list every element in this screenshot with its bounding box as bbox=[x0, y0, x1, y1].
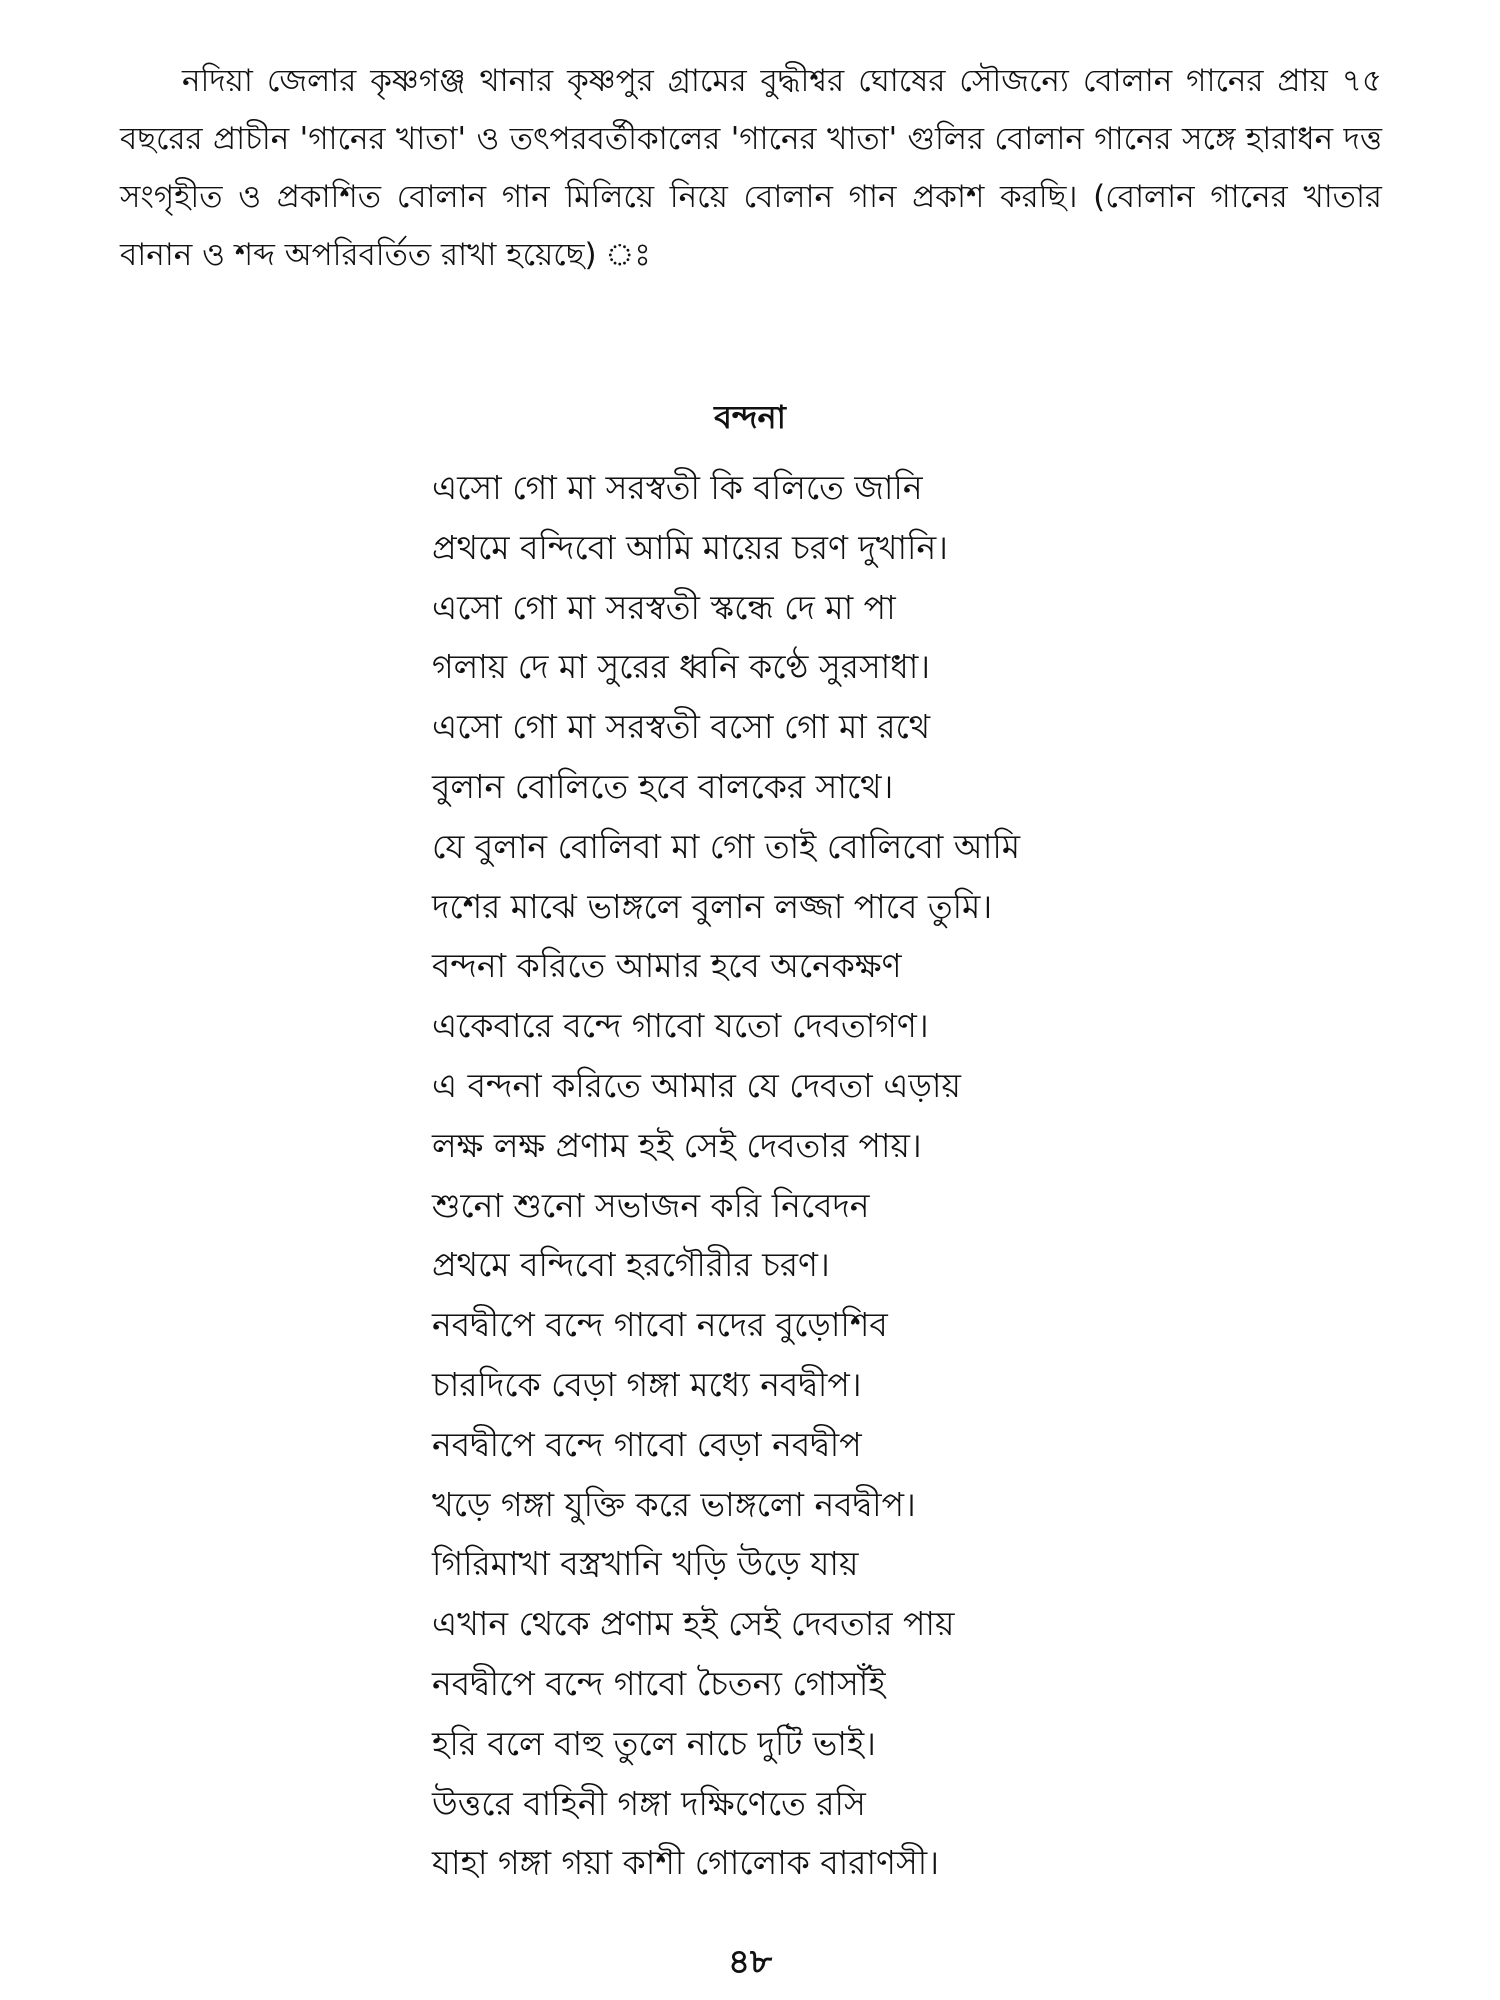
intro-paragraph bbox=[120, 52, 1382, 284]
poem-line: এসো গো মা সরস্বতী স্কন্ধে দে মা পা bbox=[432, 587, 896, 627]
section-title: বন্দনা bbox=[714, 398, 786, 436]
page-number: ৪৮ bbox=[727, 1942, 773, 1982]
poem-line: গলায় দে মা সুরের ধ্বনি কণ্ঠে সুরসাধা। bbox=[432, 647, 931, 687]
poem-line: লক্ষ লক্ষ প্রণাম হই সেই দেবতার পায়। bbox=[432, 1125, 922, 1165]
poem-line: উত্তরে বাহিনী গঙ্গা দক্ষিণেতে রসি bbox=[432, 1783, 866, 1823]
poem-line: এখান থেকে প্রণাম হই সেই দেবতার পায় bbox=[432, 1604, 955, 1644]
poem-line: এসো গো মা সরস্বতী বসো গো মা রথে bbox=[432, 707, 931, 747]
poem-line: এ বন্দনা করিতে আমার যে দেবতা এড়ায় bbox=[432, 1065, 961, 1105]
poem-line: প্রথমে বন্দিবো হরগৌরীর চরণ। bbox=[432, 1245, 830, 1285]
poem-line: বুলান বোলিতে হবে বালকের সাথে। bbox=[432, 766, 894, 806]
intro-text: নদিয়া জেলার কৃষ্ণগঞ্জ থানার কৃষ্ণপুর গ্রামের বুদ্ধীশ্বর ঘোষের সৌজন্যে বোলান গানের প্রায় ৭৫ বছরের প্রাচীন 'গানের খাতা' ও তৎপরবর্তীকালের 'গানের খাতা' গুলির বোলান গানের সঙ্গে হারাধন দত্ত সংগৃহীত ও প্রকাশিত বোলান গান মিলিয়ে নিয়ে বোলান গান প্রকাশ করছি। (বোলান গানের খাতার বানান ও শব্দ অপরিবর্তিত রাখা হয়েছে) ঃ bbox=[120, 63, 1382, 273]
poem-line: খড়ে গঙ্গা যুক্তি করে ভাঙ্গলো নবদ্বীপ। bbox=[432, 1484, 916, 1524]
poem-line: প্রথমে বন্দিবো আমি মায়ের চরণ দুখানি। bbox=[432, 527, 948, 567]
poem-line: দশের মাঝে ভাঙ্গলে বুলান লজ্জা পাবে তুমি। bbox=[432, 886, 993, 926]
poem-line: এসো গো মা সরস্বতী কি বলিতে জানি bbox=[432, 468, 923, 507]
poem-line: হরি বলে বাহু তুলে নাচে দুটি ভাই। bbox=[432, 1723, 876, 1763]
poem-verse bbox=[432, 458, 1212, 1893]
poem-line: নবদ্বীপে বন্দে গাবো বেড়া নবদ্বীপ bbox=[432, 1424, 862, 1464]
poem-line: নবদ্বীপে বন্দে গাবো নদের বুড়োশিব bbox=[432, 1305, 888, 1345]
poem-line: একেবারে বন্দে গাবো যতো দেবতাগণ। bbox=[432, 1006, 929, 1046]
poem-line: যে বুলান বোলিবা মা গো তাই বোলিবো আমি bbox=[432, 826, 1021, 866]
poem-line: গিরিমাখা বস্ত্রখানি খড়ি উড়ে যায় bbox=[432, 1544, 859, 1584]
poem-line: বন্দনা করিতে আমার হবে অনেকক্ষণ bbox=[432, 946, 902, 986]
poem-line: শুনো শুনো সভাজন করি নিবেদন bbox=[432, 1185, 870, 1225]
poem-line: নবদ্বীপে বন্দে গাবো চৈতন্য গোসাঁই bbox=[432, 1663, 886, 1703]
poem-line: যাহা গঙ্গা গয়া কাশী গোলোক বারাণসী। bbox=[432, 1843, 940, 1883]
poem-line: চারদিকে বেড়া গঙ্গা মধ্যে নবদ্বীপ। bbox=[432, 1364, 862, 1404]
